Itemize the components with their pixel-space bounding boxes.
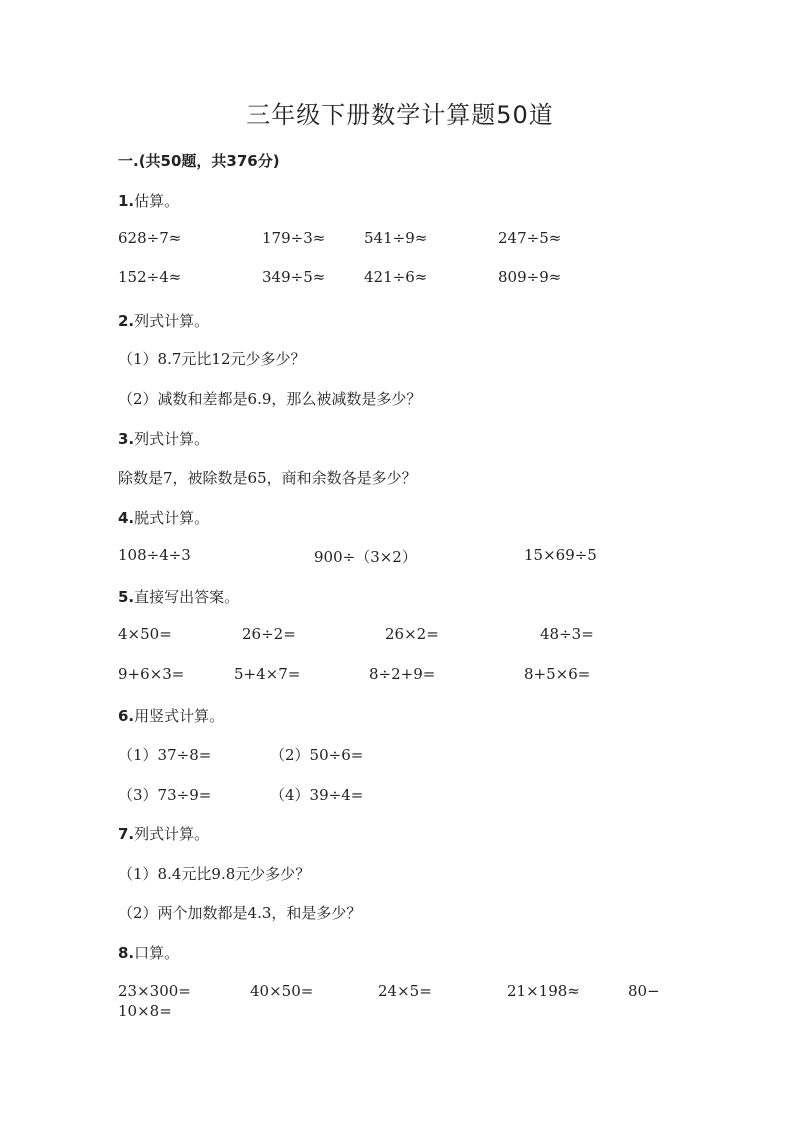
question-7: [118, 823, 209, 844]
expression: 541÷9≈: [364, 229, 428, 247]
expression: 809÷9≈: [498, 268, 562, 286]
question-1: [118, 190, 179, 211]
section-header: 一.(共50题，共376分): [118, 152, 280, 170]
question-number: 3.: [118, 430, 135, 448]
question-number: 4.: [118, 509, 135, 527]
q4-row-1: [0, 546, 800, 568]
question-4: [118, 507, 209, 528]
q2-line-2: （2）减数和差都是6.9，那么被减数是多少？: [118, 390, 422, 408]
expression: 48÷3=: [540, 625, 594, 643]
question-number: 7.: [118, 825, 135, 843]
q6-row-2: [0, 784, 800, 806]
question-6: [118, 705, 224, 726]
expression: 21×198≈: [507, 982, 580, 1000]
question-number: 8.: [118, 944, 135, 962]
expression: 247÷5≈: [498, 229, 562, 247]
expression: 23×300=: [118, 982, 191, 1000]
q1-row-2: [0, 268, 800, 290]
question-number: 6.: [118, 707, 135, 725]
expression: 26÷2=: [242, 625, 296, 643]
q6-row-1: [0, 744, 800, 766]
question-prompt: 脱式计算。: [134, 509, 210, 527]
question-2: [118, 310, 209, 331]
expression: （2）50÷6=: [270, 746, 364, 764]
question-prompt: 列式计算。: [134, 430, 210, 448]
question-prompt: 口算。: [134, 944, 180, 962]
expression: 9+6×3=: [118, 665, 185, 683]
question-prompt: 估算。: [134, 192, 180, 210]
question-prompt: 列式计算。: [134, 825, 210, 843]
expression: 5+4×7=: [234, 665, 301, 683]
expression: 108÷4÷3: [118, 546, 191, 564]
question-number: 1.: [118, 192, 135, 210]
expression: 179÷3≈: [262, 229, 326, 247]
expression: （3）73÷9=: [118, 786, 212, 804]
expression: 26×2=: [385, 625, 439, 643]
q1-row-1: [0, 229, 800, 251]
q8-row-1: [0, 982, 800, 1004]
question-number: 2.: [118, 312, 135, 330]
expression: 80−: [628, 982, 660, 1000]
expression: （4）39÷4=: [270, 786, 364, 804]
q5-row-2: [0, 665, 800, 687]
q8-wrap-line: 10×8=: [118, 1002, 172, 1020]
question-prompt: 直接写出答案。: [134, 588, 240, 606]
q2-line-1: （1）8.7元比12元少多少？: [118, 350, 306, 368]
question-8: [118, 942, 179, 963]
expression: 900÷（3×2）: [314, 548, 417, 566]
expression: 628÷7≈: [118, 229, 182, 247]
expression: 8÷2+9=: [369, 665, 436, 683]
question-number: 5.: [118, 588, 135, 606]
q7-line-1: （1）8.4元比9.8元少多少？: [118, 865, 311, 883]
page-title: 三年级下册数学计算题50道: [246, 101, 554, 129]
expression: 349÷5≈: [262, 268, 326, 286]
question-prompt: 列式计算。: [134, 312, 210, 330]
expression: 24×5=: [378, 982, 432, 1000]
q5-row-1: [0, 625, 800, 647]
expression: 421÷6≈: [364, 268, 428, 286]
q3-line-1: 除数是7，被除数是65，商和余数各是多少？: [118, 469, 417, 487]
question-prompt: 用竖式计算。: [134, 707, 225, 725]
question-3: [118, 428, 209, 449]
expression: 40×50=: [250, 982, 314, 1000]
expression: 152÷4≈: [118, 268, 182, 286]
question-5: [118, 586, 239, 607]
q7-line-2: （2）两个加数都是4.3，和是多少？: [118, 904, 362, 922]
expression: 8+5×6=: [524, 665, 591, 683]
expression: 15×69÷5: [524, 546, 597, 564]
expression: 4×50=: [118, 625, 172, 643]
expression: （1）37÷8=: [118, 746, 212, 764]
